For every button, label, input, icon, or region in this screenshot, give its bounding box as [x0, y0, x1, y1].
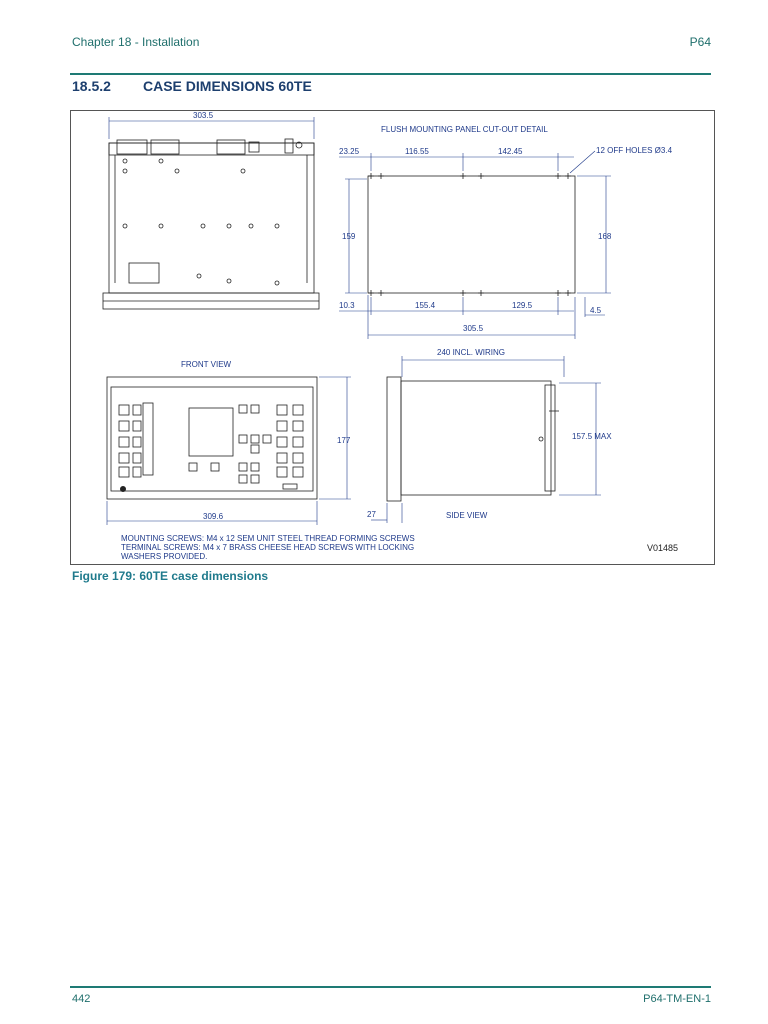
- case-dimensions-drawing: [71, 111, 714, 564]
- side-view-label: SIDE VIEW: [446, 511, 488, 520]
- dim-157-5-max: 157.5 MAX: [572, 432, 612, 441]
- dim-142-45: 142.45: [498, 147, 523, 156]
- dim-10-3: 10.3: [339, 301, 355, 310]
- footer-doc-id: P64-TM-EN-1: [643, 993, 711, 1005]
- section-number: 18.5.2: [72, 78, 111, 94]
- note-line-1: MOUNTING SCREWS: M4 x 12 SEM UNIT STEEL THREAD FORMING SCREWS: [121, 534, 415, 543]
- top-view: [103, 111, 319, 309]
- dim-155-4: 155.4: [415, 301, 436, 310]
- dim-159: 159: [342, 232, 356, 241]
- dim-168: 168: [598, 232, 612, 241]
- holes-note: 12 OFF HOLES Ø3.4: [596, 146, 673, 155]
- dim-4-5: 4.5: [590, 306, 602, 315]
- notes: [121, 534, 678, 561]
- note-line-2: TERMINAL SCREWS: M4 x 7 BRASS CHEESE HEAD SCREWS WITH LOCKING: [121, 543, 415, 552]
- header-chapter: Chapter 18 - Installation: [72, 35, 200, 49]
- cutout-detail: [339, 125, 673, 339]
- cutout-title: FLUSH MOUNTING PANEL CUT-OUT DETAIL: [381, 125, 548, 134]
- dim-309-6: 309.6: [203, 512, 224, 521]
- side-view: [367, 348, 612, 523]
- figure-frame: [70, 110, 715, 565]
- dim-23-25: 23.25: [339, 147, 360, 156]
- dim-177: 177: [337, 436, 351, 445]
- header-product: P64: [689, 35, 711, 49]
- dim-240-incl-wiring: 240 INCL. WIRING: [437, 348, 506, 357]
- dim-top-width: 303.5: [193, 111, 214, 120]
- dim-305-5: 305.5: [463, 324, 484, 333]
- figure-caption: Figure 179: 60TE case dimensions: [72, 569, 269, 583]
- front-view: [107, 360, 351, 525]
- dim-27: 27: [367, 510, 376, 519]
- section-title: CASE DIMENSIONS 60TE: [143, 78, 312, 94]
- footer-page-number: 442: [72, 993, 91, 1005]
- note-line-3: WASHERS PROVIDED.: [121, 552, 208, 561]
- footer-rule: [70, 986, 711, 988]
- drawing-ref: V01485: [647, 543, 679, 553]
- dim-129-5: 129.5: [512, 301, 533, 310]
- front-view-label: FRONT VIEW: [181, 360, 232, 369]
- header-rule: [70, 73, 711, 75]
- dim-116-55: 116.55: [405, 147, 429, 156]
